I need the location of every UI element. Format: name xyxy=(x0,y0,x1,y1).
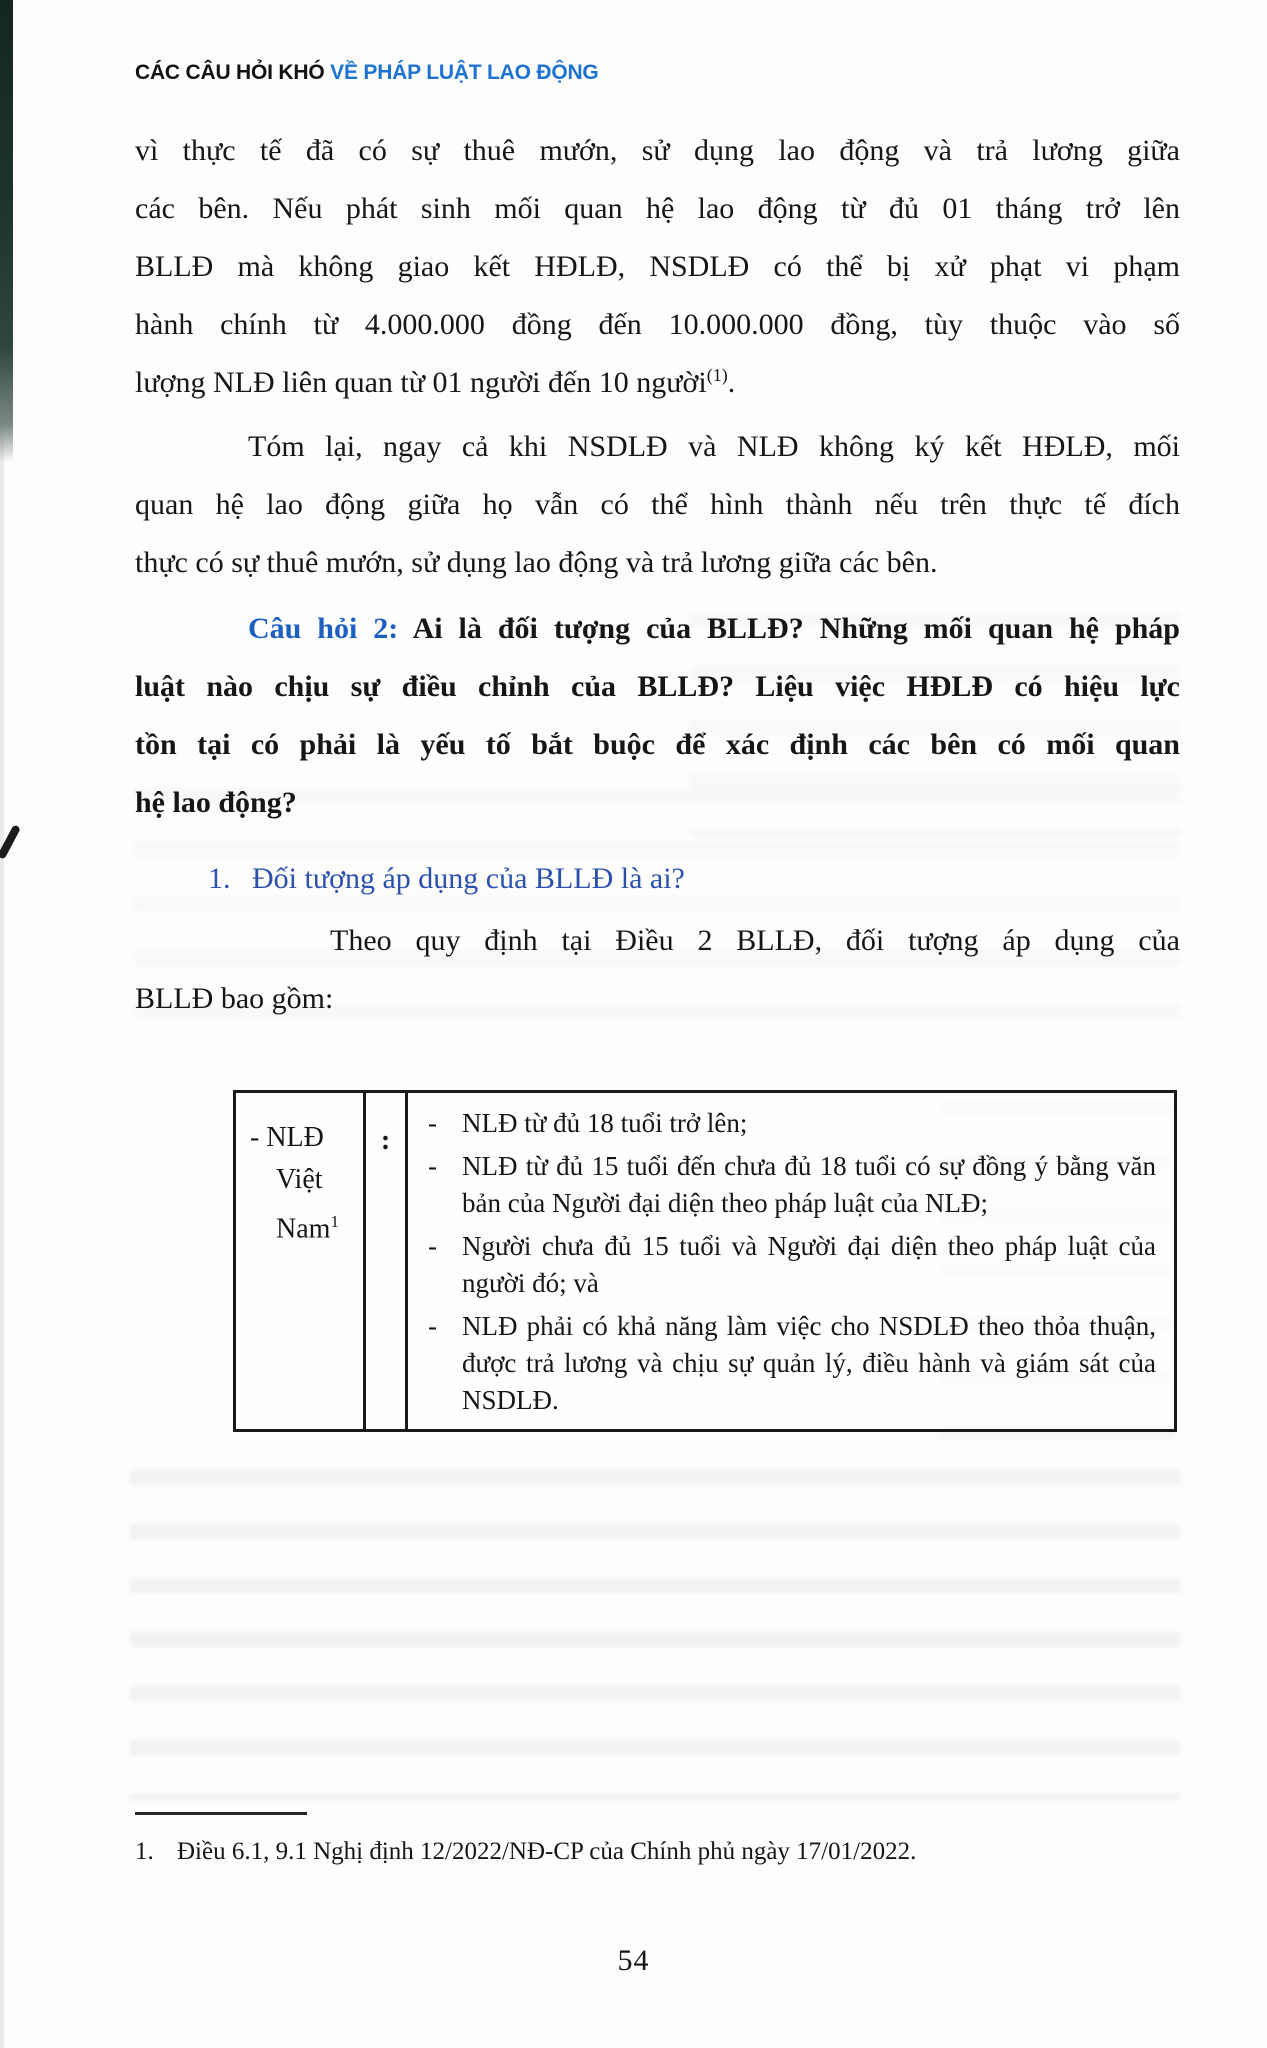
text-line: vì thực tế đã có sự thuê mướn, sử dụng lao động và trả lương giữa xyxy=(135,134,1180,167)
list-item xyxy=(428,1308,1156,1419)
footnote xyxy=(135,1832,1035,1872)
text-line: thực có sự thuê mướn, sử dụng lao động và trả lương giữa các bên. xyxy=(135,546,938,579)
text-line xyxy=(135,600,1180,658)
text-run: . xyxy=(727,366,736,399)
list-item-text: NLĐ từ đủ 15 tuổi đến chưa đủ 18 tuổi có sự đồng ý bằng văn bản của Người đại diện theo pháp luật của NLĐ; xyxy=(462,1151,1156,1218)
question-label: Câu hỏi 2: xyxy=(248,612,399,645)
table-cell-definition xyxy=(408,1093,1174,1429)
table-cell-term xyxy=(236,1093,366,1429)
spine-artifact xyxy=(0,0,13,462)
bullet-dash: - xyxy=(428,1311,437,1341)
page-number: 54 xyxy=(617,1944,650,1977)
text-line: BLLĐ bao gồm: xyxy=(135,982,334,1015)
list-item-text: Người chưa đủ 15 tuổi và Người đại diện theo pháp luật của người đó; và xyxy=(462,1231,1156,1298)
bleedthrough-ghost xyxy=(130,1470,1180,1800)
bullet-dash: - xyxy=(428,1151,437,1181)
section-1-heading xyxy=(208,850,685,908)
text-line xyxy=(250,1117,359,1159)
list-item xyxy=(428,1105,1156,1142)
footnote-marker: 1 xyxy=(330,1212,339,1231)
list-item-text: NLĐ phải có khả năng làm việc cho NSDLĐ theo thỏa thuận, được trả lương và chịu sự quản lý, điều hành và giám sát của NSDLĐ. xyxy=(462,1311,1156,1415)
text-line: Tóm lại, ngay cả khi NSDLĐ và NLĐ không ký kết HĐLĐ, mối xyxy=(248,430,1180,463)
definition-table xyxy=(233,1090,1177,1432)
text-line: các bên. Nếu phát sinh mối quan hệ lao động từ đủ 01 tháng trở lên xyxy=(135,192,1180,225)
running-header-black: CÁC CÂU HỎI KHÓ xyxy=(135,61,331,84)
text-line xyxy=(135,354,1180,412)
footnote-marker: (1) xyxy=(706,365,728,385)
footnote-rule xyxy=(135,1812,307,1815)
bullet-dash: - xyxy=(428,1231,437,1261)
list-item-text: NLĐ từ đủ 18 tuổi trở lên; xyxy=(462,1108,748,1138)
section-number: 1. xyxy=(208,862,231,895)
section-title: Đối tượng áp dụng của BLLĐ là ai? xyxy=(252,862,685,895)
text-run: Việt Nam xyxy=(276,1164,331,1245)
paragraph-2 xyxy=(135,418,1180,592)
running-header-blue: VỀ PHÁP LUẬT LAO ĐỘNG xyxy=(330,61,599,84)
bullet-dash: - xyxy=(250,1122,267,1153)
footnote-text: Điều 6.1, 9.1 Nghị định 12/2022/NĐ-CP của Chính phủ ngày 17/01/2022. xyxy=(177,1838,917,1865)
text-line: quan hệ lao động giữa họ vẫn có thể hình thành nếu trên thực tế đích xyxy=(135,488,1180,521)
text-line: BLLĐ mà không giao kết HĐLĐ, NSDLĐ có thể bị xử phạt vi phạm xyxy=(135,250,1180,283)
table-cell-colon xyxy=(366,1093,408,1429)
running-header xyxy=(135,56,599,90)
list-item xyxy=(428,1228,1156,1302)
footnote-number: 1. xyxy=(135,1838,154,1865)
paragraph-3 xyxy=(135,912,1180,1028)
paragraph-1 xyxy=(135,122,1180,412)
bullet-dash: - xyxy=(428,1108,437,1138)
list-item xyxy=(428,1148,1156,1222)
colon-separator: : xyxy=(380,1125,391,1156)
text-line: tồn tại có phải là yếu tố bắt buộc để xác định các bên có mối quan xyxy=(135,728,1180,761)
text-line xyxy=(250,1159,359,1250)
text-line: hệ lao động? xyxy=(135,786,297,819)
question-2-heading xyxy=(135,600,1180,832)
text-line: hành chính từ 4.000.000 đồng đến 10.000.000 đồng, tùy thuộc vào số xyxy=(135,308,1180,341)
text-line: Theo quy định tại Điều 2 BLLĐ, đối tượng áp dụng của xyxy=(330,924,1180,957)
text-run: Ai là đối tượng của BLLĐ? Những mối quan hệ pháp xyxy=(412,612,1180,645)
text-run: NLĐ xyxy=(266,1122,324,1153)
text-run: lượng NLĐ liên quan từ 01 người đến 10 người xyxy=(135,366,707,399)
text-line: luật nào chịu sự điều chỉnh của BLLĐ? Liệu việc HĐLĐ có hiệu lực xyxy=(135,670,1180,703)
